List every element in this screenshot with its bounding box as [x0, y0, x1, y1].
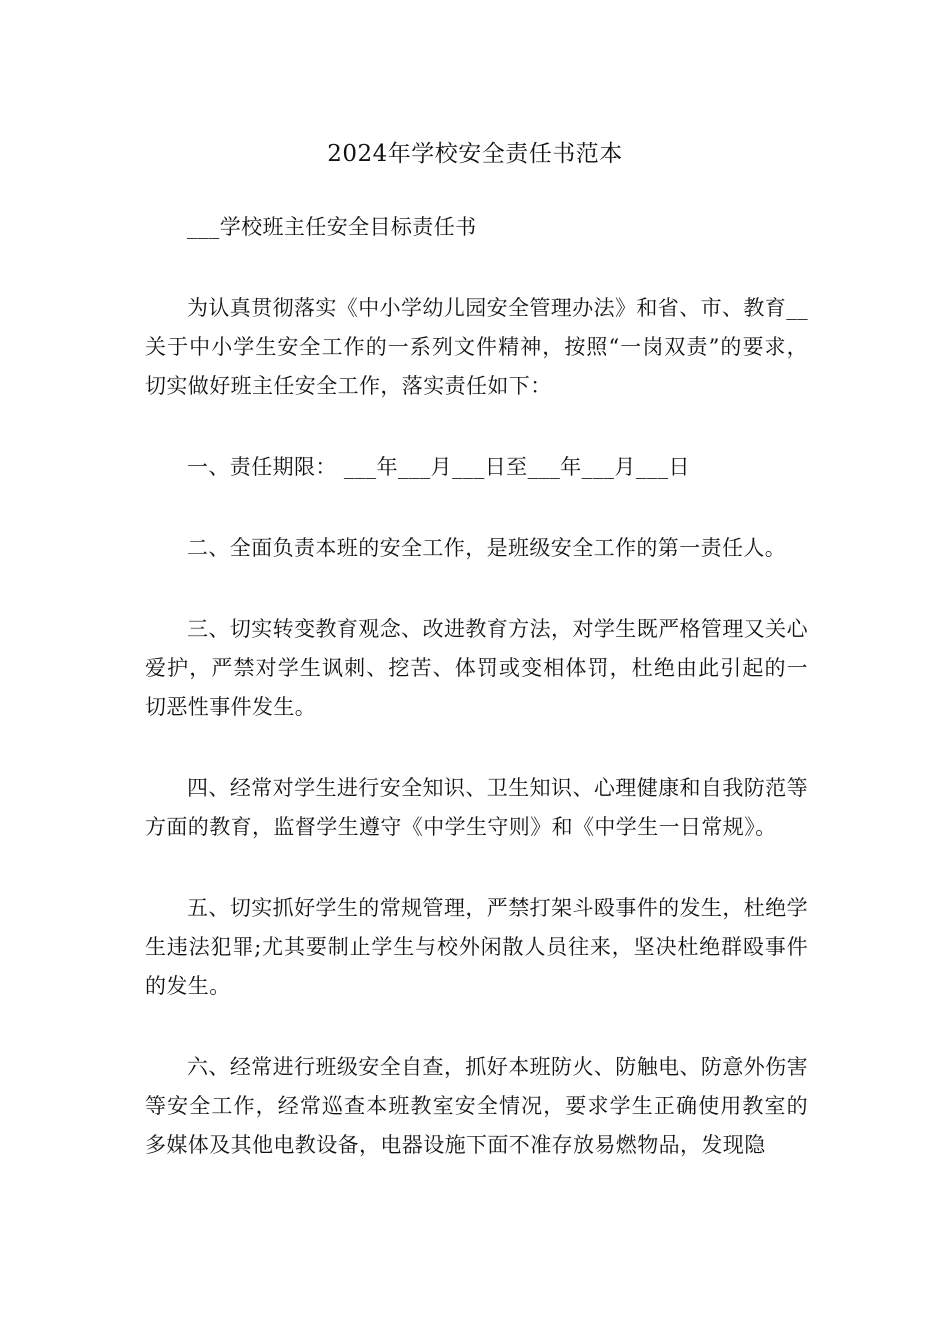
- clause-term: 一、责任期限： ___年___月___日至___年___月___日: [187, 455, 690, 479]
- clause-2: 二、全面负责本班的安全工作，是班级安全工作的第一责任人。: [187, 536, 787, 560]
- clause-5: 五、切实抓好学生的常规管理，严禁打架斗殴事件的发生，杜绝学生违法犯罪;尤其要制止学生与校外闲散人员往来，坚决杜绝群殴事件的发生。: [145, 896, 808, 998]
- document-subtitle: ___学校班主任安全目标责任书: [187, 215, 477, 239]
- clause-6: 六、经常进行班级安全自查，抓好本班防火、防触电、防意外伤害等安全工作，经常巡查本班教室安全情况，要求学生正确使用教室的多媒体及其他电教设备，电器设施下面不准存放易燃物品，发现隐: [145, 1055, 808, 1157]
- intro-paragraph: 为认真贯彻落实《中小学幼儿园安全管理办法》和省、市、教育__关于中小学生安全工作的一系列文件精神，按照“一岗双责”的要求，切实做好班主任安全工作，落实责任如下：: [145, 296, 808, 398]
- clause-3: 三、切实转变教育观念、改进教育方法，对学生既严格管理又关心爱护，严禁对学生讽刺、挖苦、体罚或变相体罚，杜绝由此引起的一切恶性事件发生。: [145, 617, 808, 719]
- document-title: 2024年学校安全责任书范本: [327, 141, 623, 167]
- document-body: [145, 208, 808, 1165]
- clause-4: 四、经常对学生进行安全知识、卫生知识、心理健康和自我防范等方面的教育，监督学生遵守《中学生守则》和《中学生一日常规》。: [145, 776, 808, 839]
